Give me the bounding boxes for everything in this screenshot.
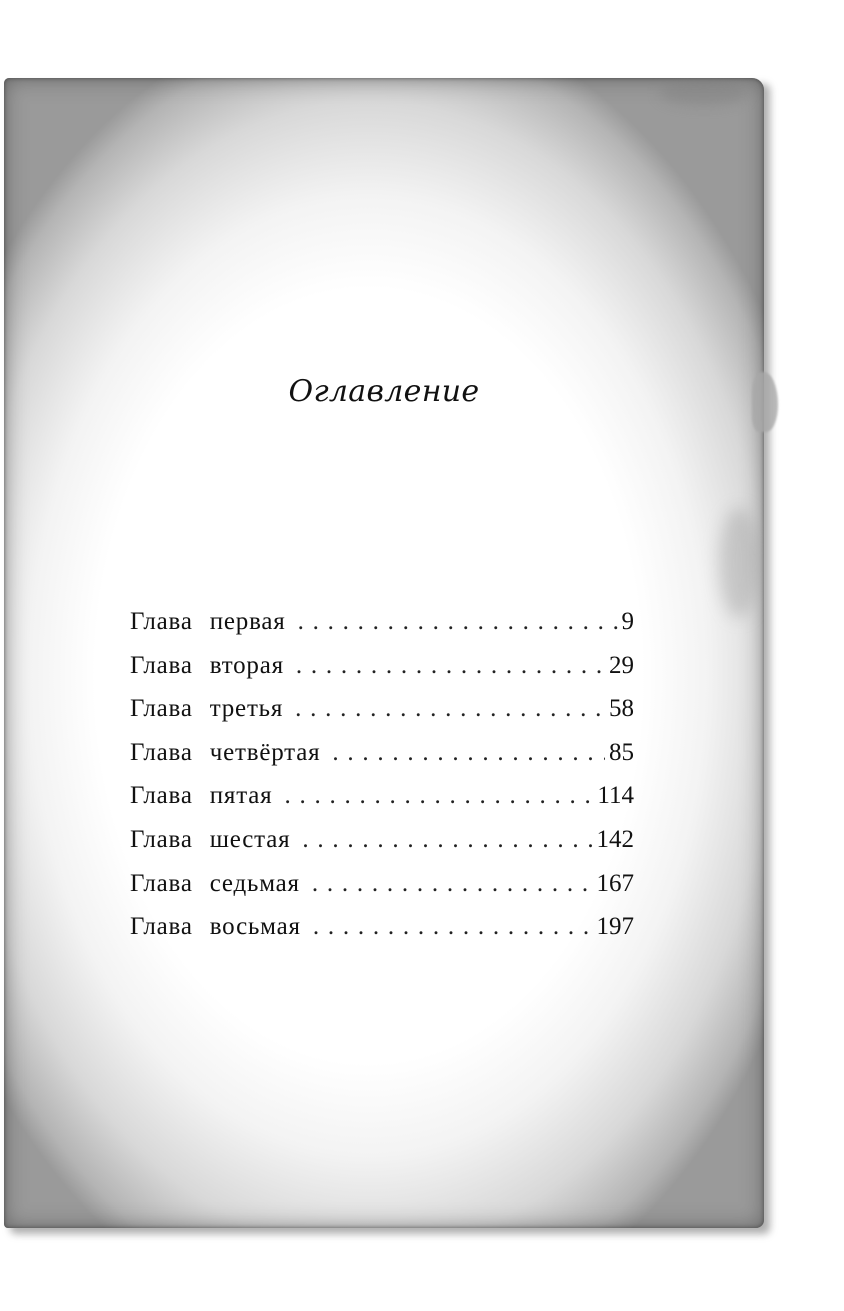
dot-leader: [302, 818, 592, 862]
toc-entry: [130, 905, 634, 949]
toc-entry-label: Глава: [130, 738, 193, 766]
torn-edge: [752, 372, 778, 432]
dot-leader: [298, 600, 618, 644]
toc-entry-label: Глава: [130, 782, 193, 810]
dot-leader: [332, 731, 605, 775]
toc-entry-label: Глава: [130, 825, 193, 853]
paper-stain: [719, 508, 759, 618]
toc-entry-label: Глава: [130, 869, 193, 897]
toc-entry: [130, 687, 634, 731]
toc-entry: [130, 644, 634, 688]
toc-entry: [130, 600, 634, 644]
toc-entry-chapter: третья: [209, 695, 284, 723]
toc-entry-chapter: четвёртая: [209, 738, 321, 766]
toc-entry-page: 167: [596, 869, 634, 897]
toc-entry: [130, 818, 634, 862]
table-of-contents: [130, 600, 634, 949]
toc-entry-page: 58: [609, 695, 634, 723]
dot-leader: [296, 644, 605, 688]
toc-entry-label: Глава: [130, 651, 193, 679]
toc-entry-page: 142: [596, 825, 634, 853]
toc-entry-page: 29: [609, 651, 634, 679]
dot-leader: [295, 687, 605, 731]
toc-entry-label: Глава: [130, 913, 193, 941]
toc-entry-chapter: седьмая: [209, 869, 300, 897]
toc-entry-chapter: пятая: [209, 782, 273, 810]
toc-entry-page: 114: [597, 782, 634, 810]
toc-entry-label: Глава: [130, 608, 193, 635]
dot-leader: [284, 774, 593, 818]
toc-entry-label: Глава: [130, 695, 193, 723]
toc-entry-chapter: шестая: [209, 825, 291, 853]
aged-paper-sheet: [4, 78, 764, 1228]
toc-entry-chapter: восьмая: [209, 913, 301, 941]
dot-leader: [313, 905, 593, 949]
toc-entry-chapter: вторая: [209, 651, 284, 679]
toc-entry-page: 9: [621, 608, 634, 635]
toc-entry-page: 85: [609, 738, 634, 766]
toc-entry: [130, 731, 634, 775]
page-title: Оглавление: [288, 374, 480, 409]
toc-entry-page: 197: [596, 913, 634, 941]
dot-leader: [312, 862, 593, 906]
toc-entry: [130, 774, 634, 818]
paper-stain: [659, 80, 749, 106]
toc-entry-chapter: первая: [209, 608, 286, 635]
toc-entry: [130, 862, 634, 906]
